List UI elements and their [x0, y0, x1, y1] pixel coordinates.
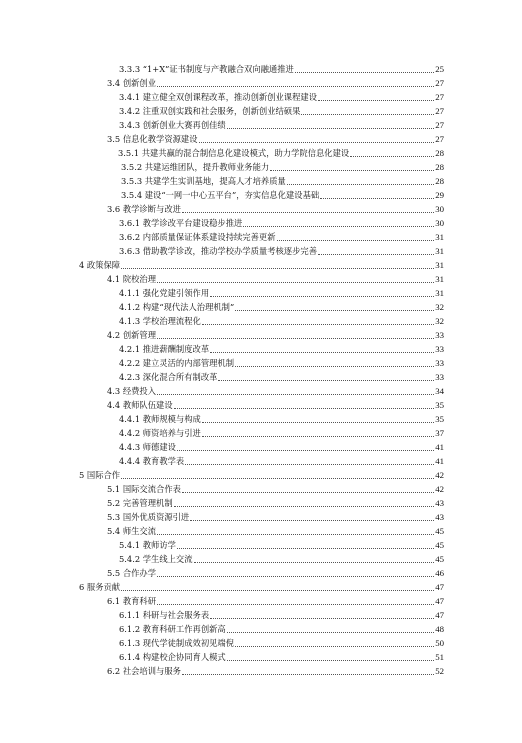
toc-entry[interactable] — [79, 580, 444, 593]
toc-entry[interactable] — [107, 664, 444, 677]
toc-dot-leader — [210, 618, 434, 619]
toc-dot-leader — [318, 100, 434, 101]
toc-entry-title: 3.6 教学诊断与改进 — [107, 204, 181, 214]
toc-entry[interactable] — [107, 524, 444, 537]
toc-dot-leader — [121, 478, 434, 479]
toc-entry[interactable] — [119, 622, 444, 635]
toc-dot-leader — [202, 422, 434, 423]
toc-dot-leader — [235, 310, 434, 311]
toc-entry[interactable] — [107, 496, 444, 509]
toc-entry[interactable] — [79, 258, 444, 271]
toc-dot-leader — [235, 366, 434, 367]
toc-entry-title: 4.4.2 师资培养与引进 — [119, 428, 201, 438]
toc-page-number: 45 — [435, 540, 444, 550]
toc-entry-title: 3.5.1 共建共赢的混合制信息化建设模式，助力学院信息化建设 — [118, 148, 350, 158]
toc-entry[interactable] — [107, 566, 444, 579]
toc-dot-leader — [177, 450, 434, 451]
toc-entry[interactable] — [119, 230, 444, 243]
toc-dot-leader — [235, 646, 434, 647]
toc-page-number: 30 — [435, 204, 444, 214]
toc-entry-title: 5.4.2 学生线上交流 — [119, 554, 193, 564]
toc-entry-title: 3.5 信息化教学资源建设 — [107, 134, 198, 144]
toc-dot-leader — [121, 268, 434, 269]
toc-entry-title: 4.4 教师队伍建设 — [107, 400, 173, 410]
toc-entry-title: 5.2 完善管理机制 — [107, 498, 173, 508]
toc-dot-leader — [177, 548, 434, 549]
toc-entry-title: 3.5.2 共建运维团队，提升教师业务能力 — [121, 162, 270, 172]
toc-entry[interactable] — [107, 398, 444, 411]
toc-entry-title: 4.1.2 构建“现代法人治理机制” — [119, 302, 235, 312]
toc-dot-leader — [318, 254, 434, 255]
toc-page-number: 28 — [435, 148, 444, 158]
toc-page-number: 28 — [435, 162, 444, 172]
toc-entry-title: 4.1 院校治理 — [107, 274, 157, 284]
toc-page-number: 47 — [435, 596, 444, 606]
toc-entry-title: 5 国际合作 — [79, 470, 121, 480]
toc-page-number: 27 — [435, 120, 444, 130]
toc-entry-title: 4.4.1 教师规模与构成 — [119, 414, 201, 424]
toc-entry-title: 5.4 师生交流 — [107, 526, 157, 536]
toc-dot-leader — [199, 142, 435, 143]
toc-page-number: 29 — [435, 190, 444, 200]
toc-entry[interactable] — [79, 468, 444, 481]
toc-dot-leader — [157, 338, 434, 339]
toc-entry-title: 3.6.3 借助教学诊改，推动学校办学质量考核逐步完善 — [119, 246, 317, 256]
toc-dot-leader — [157, 282, 434, 283]
toc-entry-title: 4.2.1 推进薪酬制度改革 — [119, 344, 210, 354]
toc-dot-leader — [182, 674, 434, 675]
toc-page-number: 43 — [435, 498, 444, 508]
toc-entry-title: 3.6.2 内部质量保证体系建设持续完善更新 — [119, 232, 276, 242]
toc-entry-title: 5.5 合作办学 — [107, 568, 157, 578]
toc-page-number: 31 — [435, 232, 444, 242]
toc-dot-leader — [157, 534, 434, 535]
toc-entry-title: 5.3 国外优质资源引进 — [107, 512, 190, 522]
toc-page-number: 31 — [435, 288, 444, 298]
toc-dot-leader — [182, 492, 434, 493]
toc-entry-title: 4.3 经费投入 — [107, 386, 157, 396]
toc-entry[interactable] — [119, 216, 444, 229]
toc-entry[interactable] — [119, 90, 444, 103]
toc-dot-leader — [185, 464, 434, 465]
toc-page-number: 25 — [435, 64, 444, 74]
toc-page-number: 34 — [435, 386, 444, 396]
toc-page-number: 33 — [435, 372, 444, 382]
toc-dot-leader — [227, 632, 434, 633]
toc-dot-leader — [182, 212, 434, 213]
toc-page-number: 33 — [435, 330, 444, 340]
toc-entry-title: 6.1.4 构建校企协同育人模式 — [119, 652, 226, 662]
toc-dot-leader — [270, 170, 434, 171]
toc-dot-leader — [227, 128, 434, 129]
toc-entry[interactable] — [119, 538, 444, 551]
toc-dot-leader — [210, 352, 434, 353]
toc-page-number: 45 — [435, 526, 444, 536]
toc-dot-leader — [287, 184, 434, 185]
toc-entry-title: 3.3.3 “1+X”证书制度与产教融合双向融通推进 — [119, 64, 294, 74]
toc-entry[interactable] — [121, 174, 444, 187]
toc-entry[interactable] — [107, 132, 444, 145]
toc-entry[interactable] — [107, 482, 444, 495]
toc-entry[interactable] — [119, 314, 444, 327]
toc-entry-title: 3.4.1 建立健全双创课程改革，推动创新创业课程建设 — [119, 92, 317, 102]
toc-page-number: 33 — [435, 344, 444, 354]
toc-page-number: 30 — [435, 218, 444, 228]
toc-entry[interactable] — [107, 272, 444, 285]
toc-entry[interactable] — [119, 552, 444, 565]
toc-entry-title: 4.2 创新管理 — [107, 330, 157, 340]
toc-dot-leader — [202, 324, 434, 325]
toc-entry[interactable] — [119, 286, 444, 299]
toc-entry[interactable] — [119, 62, 444, 75]
toc-page-number: 32 — [435, 316, 444, 326]
toc-entry-title: 3.4 创新创业 — [107, 78, 157, 88]
toc-page-number: 51 — [435, 652, 444, 662]
toc-entry-title: 4.1.3 学校治理流程化 — [119, 316, 201, 326]
toc-dot-leader — [121, 590, 434, 591]
toc-page-number: 37 — [435, 428, 444, 438]
toc-entry-title: 6.1.3 现代学徒制成效初见端倪 — [119, 638, 235, 648]
toc-entry[interactable] — [119, 356, 444, 369]
toc-dot-leader — [157, 394, 434, 395]
toc-dot-leader — [190, 520, 434, 521]
toc-page-number: 27 — [435, 92, 444, 102]
toc-entry[interactable] — [119, 636, 444, 649]
toc-page-number: 45 — [435, 554, 444, 564]
toc-entry-title: 3.4.2 注重双创实践和社会服务，创新创业结硕果 — [119, 106, 301, 116]
toc-dot-leader — [295, 72, 434, 73]
toc-entry[interactable] — [119, 454, 444, 467]
toc-page-number: 50 — [435, 638, 444, 648]
toc-dot-leader — [202, 436, 434, 437]
toc-page-number: 42 — [435, 484, 444, 494]
toc-entry-title: 4.2.3 深化混合所有制改革 — [119, 372, 218, 382]
toc-page-number: 47 — [435, 610, 444, 620]
toc-dot-leader — [301, 114, 434, 115]
toc-dot-leader — [243, 226, 434, 227]
toc-entry-title: 5.4.1 教师访学 — [119, 540, 176, 550]
toc-page-number: 28 — [435, 176, 444, 186]
toc-entry[interactable] — [119, 412, 444, 425]
toc-dot-leader — [320, 198, 434, 199]
toc-dot-leader — [194, 562, 435, 563]
toc-entry-title: 6.1.2 教育科研工作再创新高 — [119, 624, 226, 634]
toc-page-number: 35 — [435, 400, 444, 410]
toc-dot-leader — [350, 156, 434, 157]
toc-page-number: 27 — [435, 134, 444, 144]
toc-page-number: 31 — [435, 274, 444, 284]
toc-dot-leader — [157, 576, 434, 577]
toc-page-number: 41 — [435, 442, 444, 452]
toc-entry-title: 5.1 国际交流合作表 — [107, 484, 181, 494]
toc-entry-title: 6.1 教育科研 — [107, 596, 157, 606]
toc-entry[interactable] — [118, 146, 444, 159]
toc-dot-leader — [157, 604, 434, 605]
toc-entry[interactable] — [107, 76, 444, 89]
toc-entry-title: 6 服务贡献 — [79, 582, 121, 592]
toc-page-number: 32 — [435, 302, 444, 312]
toc-page-number: 43 — [435, 512, 444, 522]
toc-dot-leader — [227, 660, 434, 661]
toc-entry-title: 6.2 社会培训与服务 — [107, 666, 181, 676]
toc-dot-leader — [210, 296, 434, 297]
toc-page-number: 31 — [435, 260, 444, 270]
toc-dot-leader — [174, 506, 435, 507]
toc-page-number: 33 — [435, 358, 444, 368]
toc-entry[interactable] — [121, 188, 444, 201]
toc-entry[interactable] — [119, 440, 444, 453]
toc-entry[interactable] — [119, 342, 444, 355]
toc-entry-title: 4.1.1 强化党建引领作用 — [119, 288, 210, 298]
toc-entry-title: 4.4.3 师德建设 — [119, 442, 176, 452]
toc-page-number: 27 — [435, 78, 444, 88]
toc-page-number: 52 — [435, 666, 444, 676]
toc-entry-title: 6.1.1 科研与社会服务表 — [119, 610, 210, 620]
toc-page-number: 27 — [435, 106, 444, 116]
toc-entry[interactable] — [119, 370, 444, 383]
toc-entry-title: 4 政策保障 — [79, 260, 121, 270]
toc-entry[interactable] — [107, 510, 444, 523]
toc-page-number: 35 — [435, 414, 444, 424]
toc-page-number: 46 — [435, 568, 444, 578]
toc-entry[interactable] — [119, 118, 444, 131]
toc-dot-leader — [174, 408, 435, 409]
toc-entry-title: 3.5.4 建设“一网一中心五平台”，夯实信息化建设基础 — [121, 190, 320, 200]
toc-entry[interactable] — [119, 244, 444, 257]
toc-entry-title: 4.2.2 建立灵活的内部管理机制 — [119, 358, 235, 368]
toc-dot-leader — [157, 86, 434, 87]
toc-entry[interactable] — [107, 202, 444, 215]
toc-entry-title: 3.5.3 共建学生实训基地，提高人才培养质量 — [121, 176, 286, 186]
toc-entry[interactable] — [107, 594, 444, 607]
toc-entry[interactable] — [119, 300, 444, 313]
toc-entry[interactable] — [107, 384, 444, 397]
toc-entry-title: 4.4.4 教育教学表 — [119, 456, 185, 466]
toc-entry[interactable] — [107, 328, 444, 341]
toc-page-number: 42 — [435, 470, 444, 480]
toc-entry[interactable] — [119, 650, 444, 663]
toc-entry[interactable] — [119, 104, 444, 117]
toc-entry-title: 3.6.1 教学诊改平台建设稳步推进 — [119, 218, 243, 228]
toc-page-number: 48 — [435, 624, 444, 634]
toc-page-number: 41 — [435, 456, 444, 466]
toc-dot-leader — [218, 380, 434, 381]
toc-page-number: 47 — [435, 582, 444, 592]
toc-entry-title: 3.4.3 创新创业大赛再创佳绩 — [119, 120, 226, 130]
toc-entry[interactable] — [119, 608, 444, 621]
toc-page-number: 31 — [435, 246, 444, 256]
toc-entry[interactable] — [119, 426, 444, 439]
toc-dot-leader — [277, 240, 435, 241]
toc-entry[interactable] — [121, 160, 444, 173]
